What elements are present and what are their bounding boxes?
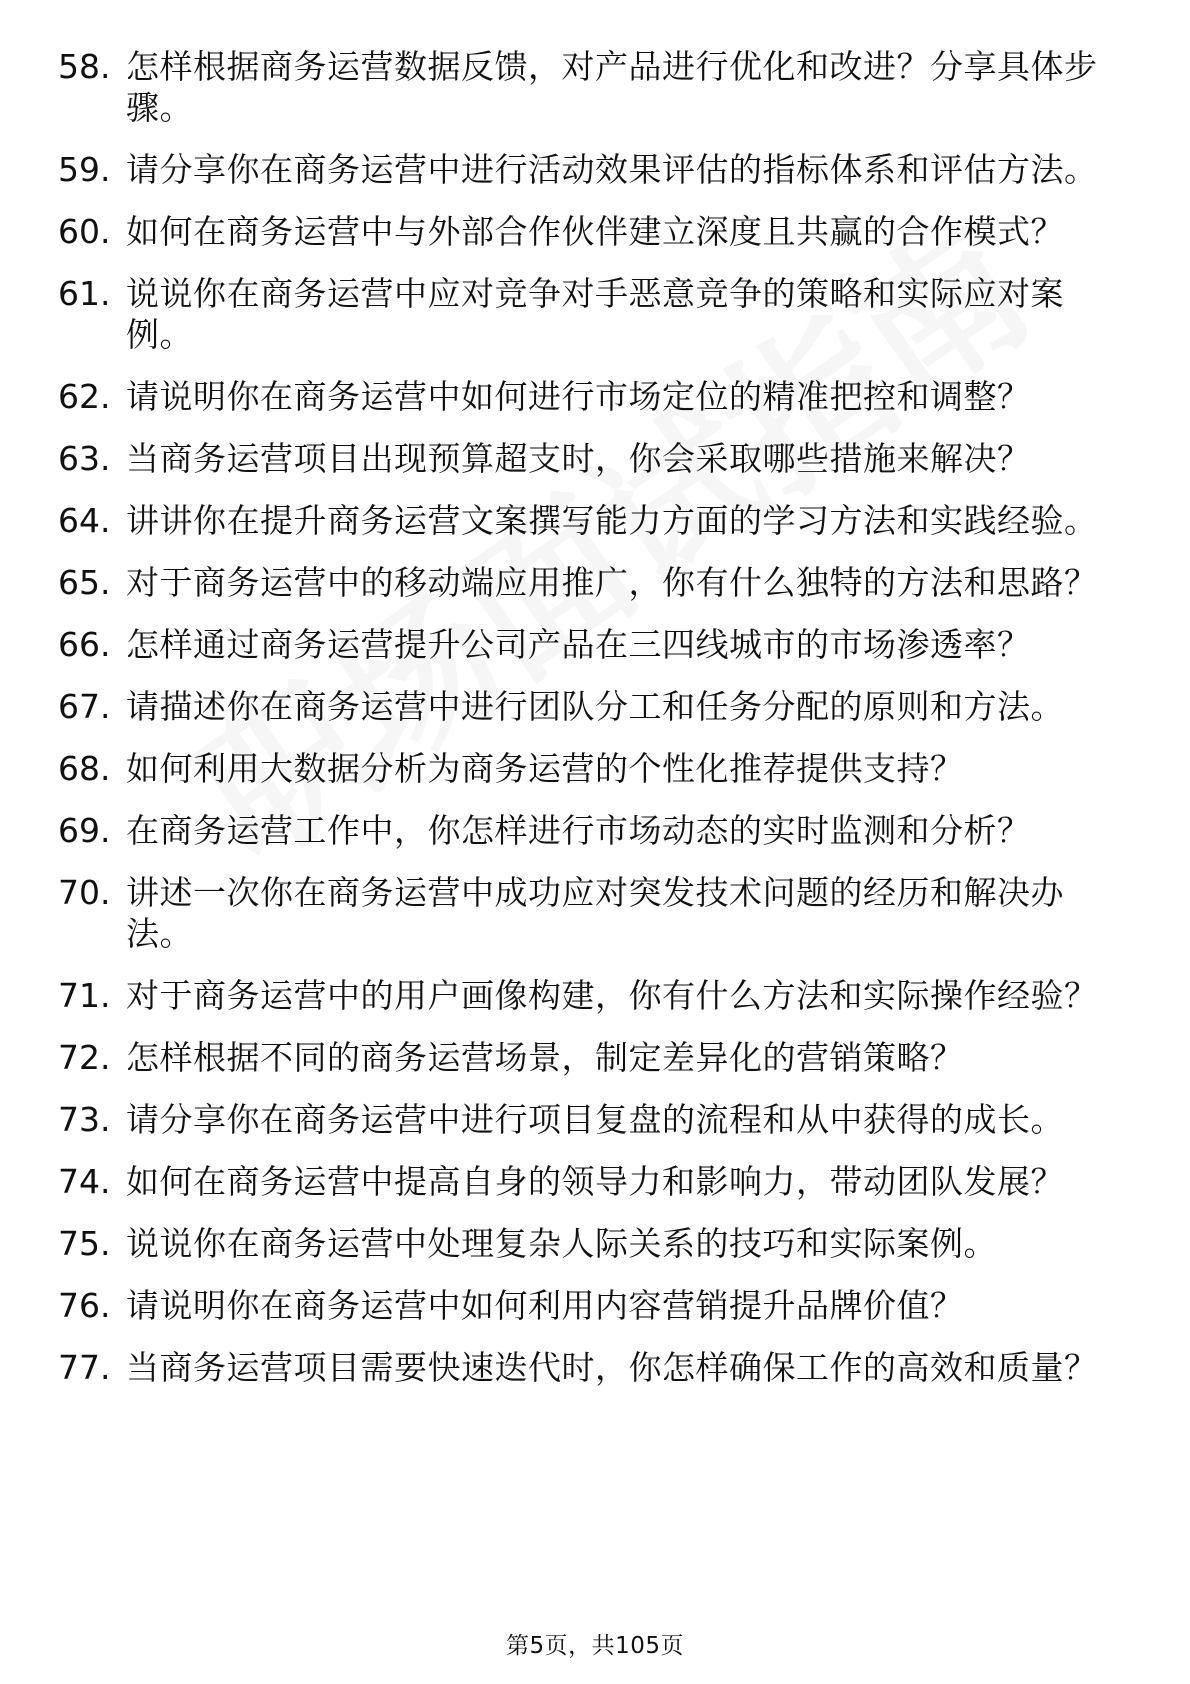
question-item [58, 1223, 1118, 1264]
question-number: 76. [58, 1286, 111, 1325]
question-list [58, 46, 1118, 1409]
question-text: 对于商务运营中的用户画像构建，你有什么方法和实际操作经验？ [126, 976, 1098, 1015]
question-text: 当商务运营项目出现预算超支时，你会采取哪些措施来解决？ [126, 439, 1031, 478]
question-text: 说说你在商务运营中应对竞争对手恶意竞争的策略和实际应对案例。 [126, 274, 1064, 354]
question-number: 71. [58, 976, 111, 1015]
question-number: 65. [58, 563, 111, 602]
page-indicator: 第5页，共105页 [505, 1633, 685, 1659]
question-item [58, 1347, 1118, 1388]
question-number: 75. [58, 1224, 111, 1263]
question-item [58, 975, 1118, 1016]
question-text: 当商务运营项目需要快速迭代时，你怎样确保工作的高效和质量？ [126, 1348, 1098, 1387]
question-item [58, 376, 1118, 417]
question-number: 62. [58, 377, 111, 416]
question-text: 请分享你在商务运营中进行项目复盘的流程和从中获得的成长。 [126, 1100, 1064, 1139]
question-text: 请说明你在商务运营中如何进行市场定位的精准把控和调整？ [126, 377, 1031, 416]
question-text: 怎样根据商务运营数据反馈，对产品进行优化和改进？分享具体步骤。 [126, 47, 1098, 127]
question-number: 70. [58, 873, 111, 912]
question-item [58, 1285, 1118, 1326]
question-item [58, 46, 1118, 128]
question-text: 说说你在商务运营中处理复杂人际关系的技巧和实际案例。 [126, 1224, 997, 1263]
question-number: 67. [58, 687, 111, 726]
question-text: 如何在商务运营中提高自身的领导力和影响力，带动团队发展？ [126, 1162, 1064, 1201]
question-number: 63. [58, 439, 111, 478]
question-text: 请描述你在商务运营中进行团队分工和任务分配的原则和方法。 [126, 687, 1064, 726]
question-text: 讲述一次你在商务运营中成功应对突发技术问题的经历和解决办法。 [126, 873, 1064, 953]
question-number: 59. [58, 150, 111, 189]
question-text: 怎样根据不同的商务运营场景，制定差异化的营销策略？ [126, 1038, 964, 1077]
question-item [58, 438, 1118, 479]
question-number: 69. [58, 811, 111, 850]
question-number: 60. [58, 212, 111, 251]
question-text: 在商务运营工作中，你怎样进行市场动态的实时监测和分析？ [126, 811, 1031, 850]
question-item [58, 273, 1118, 355]
question-item [58, 562, 1118, 603]
question-number: 72. [58, 1038, 111, 1077]
question-number: 77. [58, 1348, 111, 1387]
question-number: 68. [58, 749, 111, 788]
question-item [58, 500, 1118, 541]
question-text: 讲讲你在提升商务运营文案撰写能力方面的学习方法和实践经验。 [126, 501, 1098, 540]
question-item [58, 810, 1118, 851]
question-item [58, 872, 1118, 954]
question-number: 58. [58, 47, 111, 86]
question-item [58, 686, 1118, 727]
question-number: 74. [58, 1162, 111, 1201]
question-number: 66. [58, 625, 111, 664]
question-text: 对于商务运营中的移动端应用推广，你有什么独特的方法和思路？ [126, 563, 1098, 602]
question-item [58, 211, 1118, 252]
question-number: 61. [58, 274, 111, 313]
question-item [58, 1099, 1118, 1140]
page-footer [0, 1632, 1190, 1660]
question-item [58, 1161, 1118, 1202]
question-item [58, 748, 1118, 789]
question-number: 64. [58, 501, 111, 540]
question-item [58, 1037, 1118, 1078]
question-text: 请分享你在商务运营中进行活动效果评估的指标体系和评估方法。 [126, 150, 1098, 189]
question-item [58, 624, 1118, 665]
question-number: 73. [58, 1100, 111, 1139]
question-item [58, 149, 1118, 190]
question-text: 请说明你在商务运营中如何利用内容营销提升品牌价值？ [126, 1286, 964, 1325]
question-text: 怎样通过商务运营提升公司产品在三四线城市的市场渗透率？ [126, 625, 1031, 664]
question-text: 如何利用大数据分析为商务运营的个性化推荐提供支持？ [126, 749, 964, 788]
question-text: 如何在商务运营中与外部合作伙伴建立深度且共赢的合作模式？ [126, 212, 1064, 251]
